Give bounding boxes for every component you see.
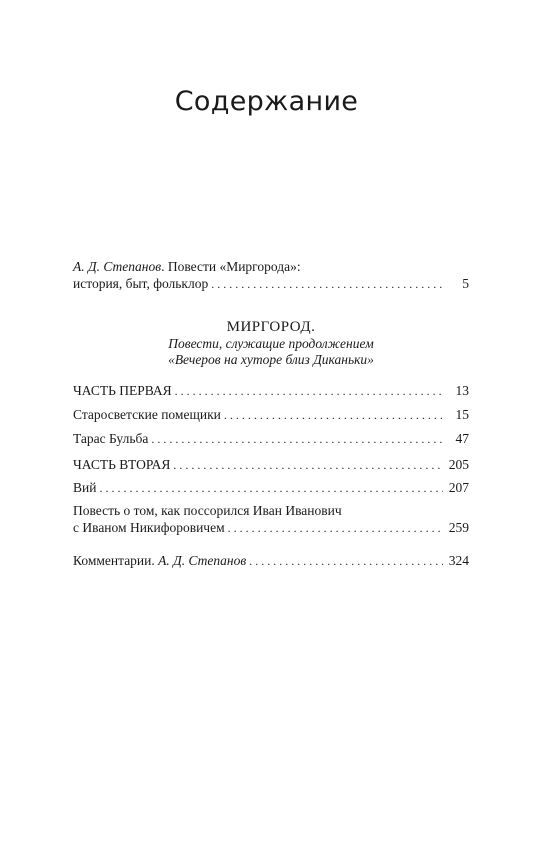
page-number: 15 bbox=[455, 407, 469, 422]
page-number: 5 bbox=[462, 276, 469, 291]
toc-entry-title: ЧАСТЬ ПЕРВАЯ bbox=[73, 383, 172, 398]
leader-dots bbox=[175, 383, 443, 400]
toc-entry-comments-author: А. Д. Степанов bbox=[158, 553, 247, 568]
toc-entry-taras-bulba[interactable] bbox=[73, 430, 469, 448]
toc-entry-title: Тарас Бульба bbox=[73, 431, 149, 446]
section-title: МИРГОРОД. bbox=[226, 319, 316, 335]
toc-entry-comments[interactable] bbox=[73, 552, 469, 570]
toc-entry-title-line2: с Иваном Никифоровичем bbox=[73, 520, 225, 535]
page-number: 205 bbox=[448, 457, 469, 472]
toc-entry-intro[interactable] bbox=[73, 258, 469, 293]
toc-entry-part-one[interactable] bbox=[73, 382, 469, 400]
leader-dots bbox=[173, 457, 443, 474]
toc-entry-title: Старосветские помещики bbox=[73, 407, 221, 422]
toc-entry-title: Вий bbox=[73, 480, 97, 495]
section-heading bbox=[73, 318, 469, 368]
toc-entry-intro-title: . Повести «Миргорода»: bbox=[161, 259, 301, 274]
page-number: 47 bbox=[455, 431, 469, 446]
page-number: 259 bbox=[448, 520, 469, 535]
section-subtitle-2: «Вечеров на хуторе близ Диканьки» bbox=[168, 352, 374, 367]
leader-dots bbox=[228, 520, 443, 537]
leader-dots bbox=[151, 431, 443, 448]
leader-dots bbox=[224, 407, 443, 424]
leader-dots bbox=[249, 553, 443, 570]
toc-entry-viy[interactable] bbox=[73, 479, 469, 497]
toc-entry-intro-line2 bbox=[73, 275, 469, 293]
toc-part-two bbox=[73, 456, 469, 537]
page-title: Содержание bbox=[174, 86, 359, 117]
toc-entry-intro-author: А. Д. Степанов bbox=[73, 259, 162, 274]
toc-entry-title-line1: Повесть о том, как поссорился Иван Иванович bbox=[73, 503, 342, 518]
toc-entry-comments-label: Комментарии. bbox=[73, 553, 159, 568]
toc-entry-intro-subtitle: история, быт, фольклор bbox=[73, 276, 209, 291]
toc-entry-part-two[interactable] bbox=[73, 456, 469, 474]
toc-entry-intro-line1 bbox=[73, 258, 469, 275]
toc-part-one bbox=[73, 382, 469, 448]
toc-entry-title: ЧАСТЬ ВТОРАЯ bbox=[73, 457, 171, 472]
toc-entry-povest[interactable] bbox=[73, 502, 469, 537]
toc-entry-povest-line2 bbox=[73, 519, 469, 537]
leader-dots bbox=[211, 276, 443, 293]
toc-comments bbox=[73, 552, 469, 570]
page-number: 324 bbox=[448, 553, 469, 568]
leader-dots bbox=[99, 480, 443, 497]
page-number: 13 bbox=[455, 383, 469, 398]
section-subtitle-1: Повести, служащие продолжением bbox=[168, 336, 374, 351]
page-number: 207 bbox=[448, 480, 469, 495]
toc-entry-title bbox=[73, 552, 249, 569]
toc-entry-starosvetskie[interactable] bbox=[73, 406, 469, 424]
